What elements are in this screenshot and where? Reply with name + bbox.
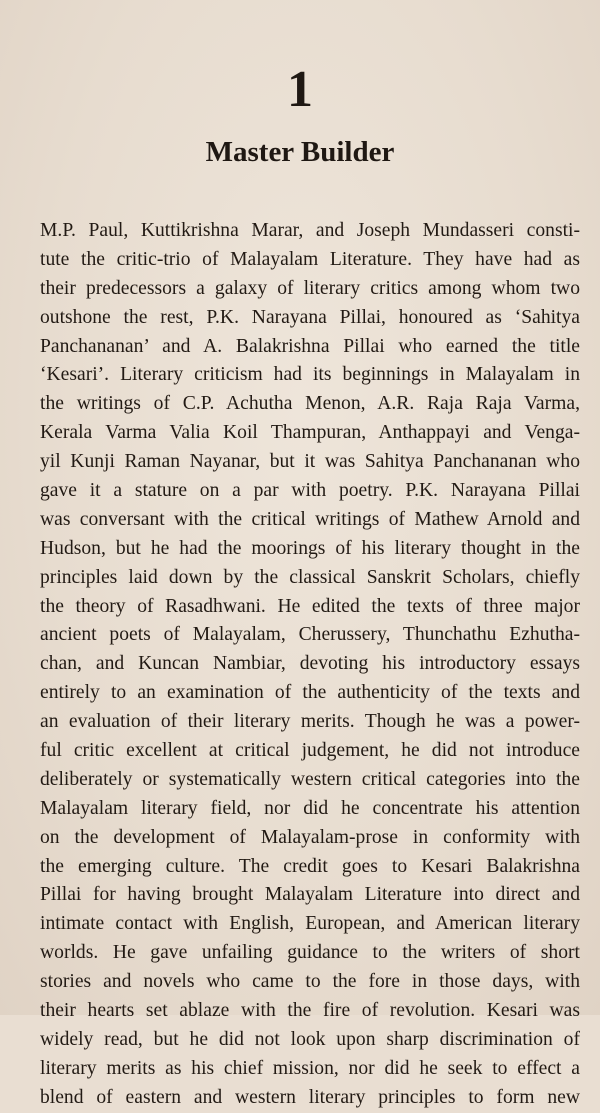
body-line: intimate contact with English, European, and American literary: [40, 913, 580, 935]
body-line: ful critic excellent at critical judgement, he did not introduce: [40, 740, 580, 762]
body-line: worlds. He gave unfailing guidance to the writers of short: [40, 942, 580, 964]
body-line: ancient poets of Malayalam, Cherussery, Thunchathu Ezhutha-: [40, 624, 580, 646]
body-line: the writings of C.P. Achutha Menon, A.R. Raja Raja Varma,: [40, 393, 580, 415]
body-line: their predecessors a galaxy of literary critics among whom two: [40, 277, 580, 299]
body-line: entirely to an examination of the authenticity of the texts and: [40, 682, 580, 704]
body-line: stories and novels who came to the fore in those days, with: [40, 971, 580, 993]
body-text: [40, 217, 580, 1113]
body-line: Kerala Varma Valia Koil Thampuran, Anthappayi and Venga-: [40, 422, 580, 444]
chapter-title: Master Builder: [205, 136, 395, 168]
body-line: widely read, but he did not look upon sharp discrimination of: [40, 1028, 580, 1050]
body-line: Hudson, but he had the moorings of his literary thought in the: [40, 537, 580, 559]
body-line: ‘Kesari’. Literary criticism had its beginnings in Malayalam in: [40, 364, 580, 386]
body-line: Malayalam literary field, nor did he concentrate his attention: [40, 797, 580, 819]
body-line: Pillai for having brought Malayalam Literature into direct and: [40, 884, 580, 906]
body-line: principles laid down by the classical Sanskrit Scholars, chiefly: [40, 566, 580, 588]
body-line: M.P. Paul, Kuttikrishna Marar, and Joseph Mundasseri consti-: [40, 220, 580, 241]
body-line: literary merits as his chief mission, nor did he seek to effect a: [40, 1057, 580, 1079]
body-line: deliberately or systematically western critical categories into the: [40, 768, 580, 790]
body-line: yil Kunji Raman Nayanar, but it was Sahitya Panchananan who: [40, 451, 580, 473]
body-line: on the development of Malayalam-prose in conformity with: [40, 826, 580, 848]
body-line: the emerging culture. The credit goes to Kesari Balakrishna: [40, 855, 580, 877]
body-line: their hearts set ablaze with the fire of revolution. Kesari was: [40, 1000, 580, 1022]
body-line: gave it a stature on a par with poetry. P.K. Narayana Pillai: [40, 480, 580, 502]
body-line: blend of eastern and western literary principles to form new: [40, 1086, 580, 1108]
body-line: chan, and Kuncan Nambiar, devoting his introductory essays: [40, 653, 580, 675]
body-line: the theory of Rasadhwani. He edited the texts of three major: [40, 595, 580, 617]
body-line: an evaluation of their literary merits. Though he was a power-: [40, 711, 580, 733]
body-line: Panchananan’ and A. Balakrishna Pillai who earned the title: [40, 335, 580, 357]
body-line: was conversant with the critical writings of Mathew Arnold and: [40, 508, 580, 530]
body-line: outshone the rest, P.K. Narayana Pillai, honoured as ‘Sahitya: [40, 306, 580, 328]
body-line: tute the critic-trio of Malayalam Literature. They have had as: [40, 248, 580, 270]
chapter-number: 1: [287, 61, 313, 118]
